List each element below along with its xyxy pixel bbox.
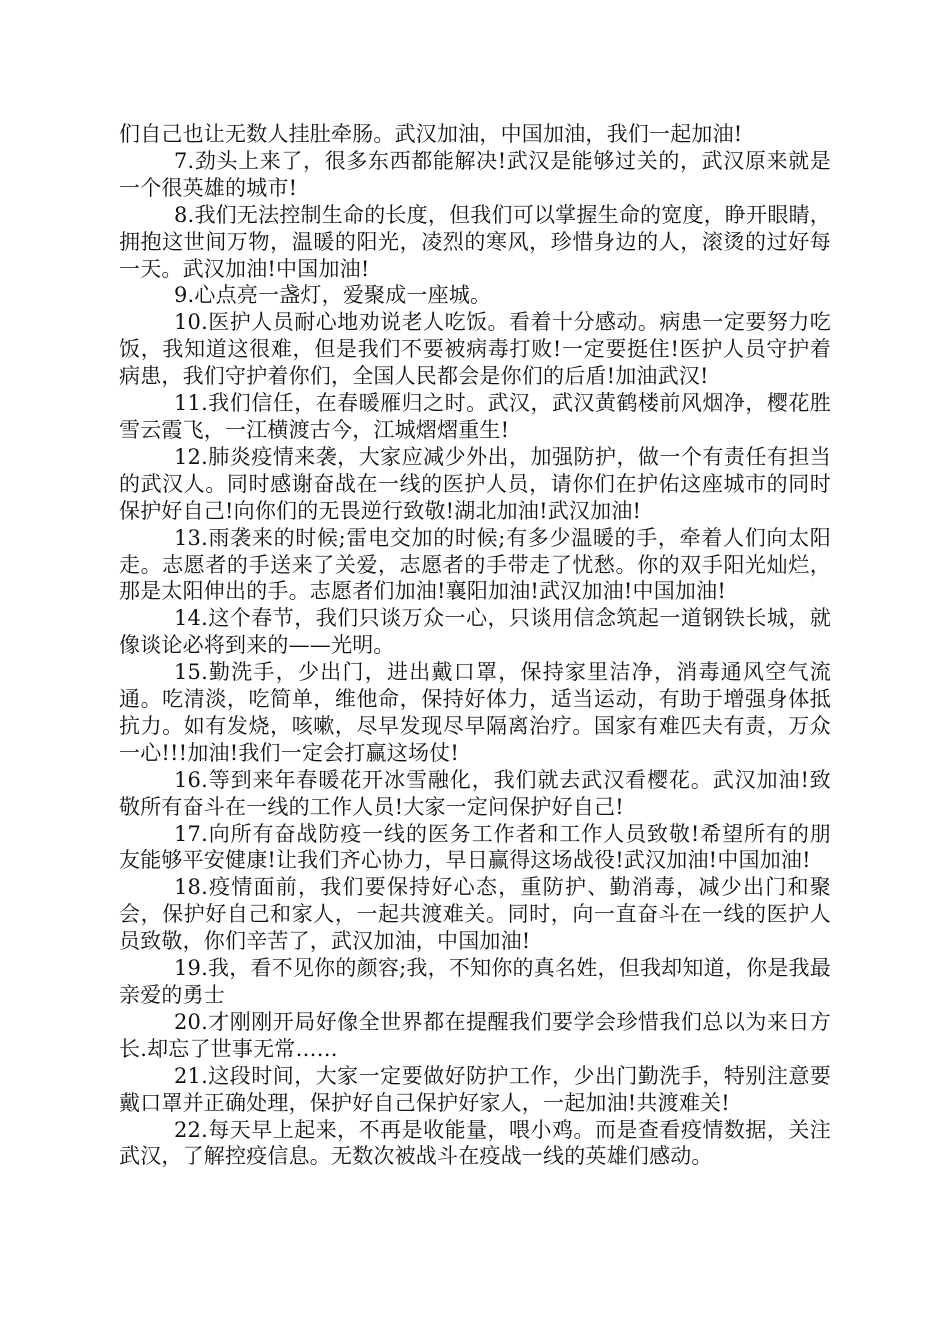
paragraph: 15.勤洗手，少出门，进出戴口罩，保持家里洁净，消毒通风空气流通。吃清淡，吃简单，维他命，保持好体力，适当运动，有助于增强身体抵抗力。如有发烧，咳嗽，尽早发现尽早隔离治疗。国家有难匹夫有责，万众一心!!!加油!我们一定会打赢这场仗! (119, 660, 831, 765)
paragraph: 20.才刚刚开局好像全世界都在提醒我们要学会珍惜我们总以为来日方长.却忘了世事无常…… (119, 1009, 831, 1061)
paragraph: 19.我，看不见你的颜容;我，不知你的真名姓，但我却知道，你是我最亲爱的勇士 (119, 956, 831, 1007)
paragraph: 8.我们无法控制生命的长度，但我们可以掌握生命的宽度，睁开眼睛，拥抱这世间万物，温暖的阳光，凌烈的寒风，珍惜身边的人，滚烫的过好每一天。武汉加油!中国加油! (119, 202, 831, 281)
paragraph: 10.医护人员耐心地劝说老人吃饭。看着十分感动。病患一定要努力吃饭，我知道这很难，但是我们不要被病毒打败!一定要挺住!医护人员守护着病患，我们守护着你们，全国人民都会是你们的后盾!加油武汉! (119, 310, 831, 389)
paragraph: 16.等到来年春暖花开冰雪融化，我们就去武汉看樱花。武汉加油!致敬所有奋斗在一线的工作人员!大家一定问保护好自己! (119, 767, 831, 819)
paragraph: 13.雨袭来的时候;雷电交加的时候;有多少温暖的手，牵着人们向太阳走。志愿者的手送来了关爱，志愿者的手带走了忧愁。你的双手阳光灿烂，那是太阳伸出的手。志愿者们加油!襄阳加油!武汉加油!中国加油! (119, 525, 831, 604)
paragraph: 14.这个春节，我们只谈万众一心，只谈用信念筑起一道钢铁长城，就像谈论必将到来的——光明。 (119, 606, 831, 658)
paragraph: 7.劲头上来了，很多东西都能解决!武汉是能够过关的，武汉原来就是一个很英雄的城市! (119, 148, 831, 200)
paragraph: 12.肺炎疫情来袭，大家应减少外出，加强防护，做一个有责任有担当的武汉人。同时感谢奋战在一线的医护人员，请你们在护佑这座城市的同时保护好自己!向你们的无畏逆行致敬!湖北加油!武汉加油! (119, 444, 831, 523)
paragraph: 22.每天早上起来，不再是收能量，喂小鸡。而是查看疫情数据，关注武汉，了解控疫信息。无数次被战斗在疫战一线的英雄们感动。 (119, 1117, 831, 1169)
paragraph: 11.我们信任，在春暖雁归之时。武汉，武汉黄鹤楼前风烟净，樱花胜雪云霞飞，一江横渡古今，江城熠熠重生! (119, 391, 831, 442)
paragraph: 21.这段时间，大家一定要做好防护工作，少出门勤洗手，特别注意要戴口罩并正确处理，保护好自己保护好家人，一起加油!共渡难关! (119, 1063, 831, 1115)
paragraph: 们自己也让无数人挂肚牵肠。武汉加油，中国加油，我们一起加油! (119, 122, 743, 146)
document-body (119, 121, 831, 1170)
paragraph: 17.向所有奋战防疫一线的医务工作者和工作人员致敬!希望所有的朋友能够平安健康!让我们齐心协力，早日赢得这场战役!武汉加油!中国加油! (119, 821, 831, 873)
paragraph: 18.疫情面前，我们要保持好心态，重防护、勤消毒，减少出门和聚会，保护好自己和家人，一起共渡难关。同时，向一直奋斗在一线的医护人员致敬，你们辛苦了，武汉加油，中国加油! (119, 875, 831, 954)
paragraph: 9.心点亮一盏灯，爱聚成一座城。 (174, 283, 492, 308)
